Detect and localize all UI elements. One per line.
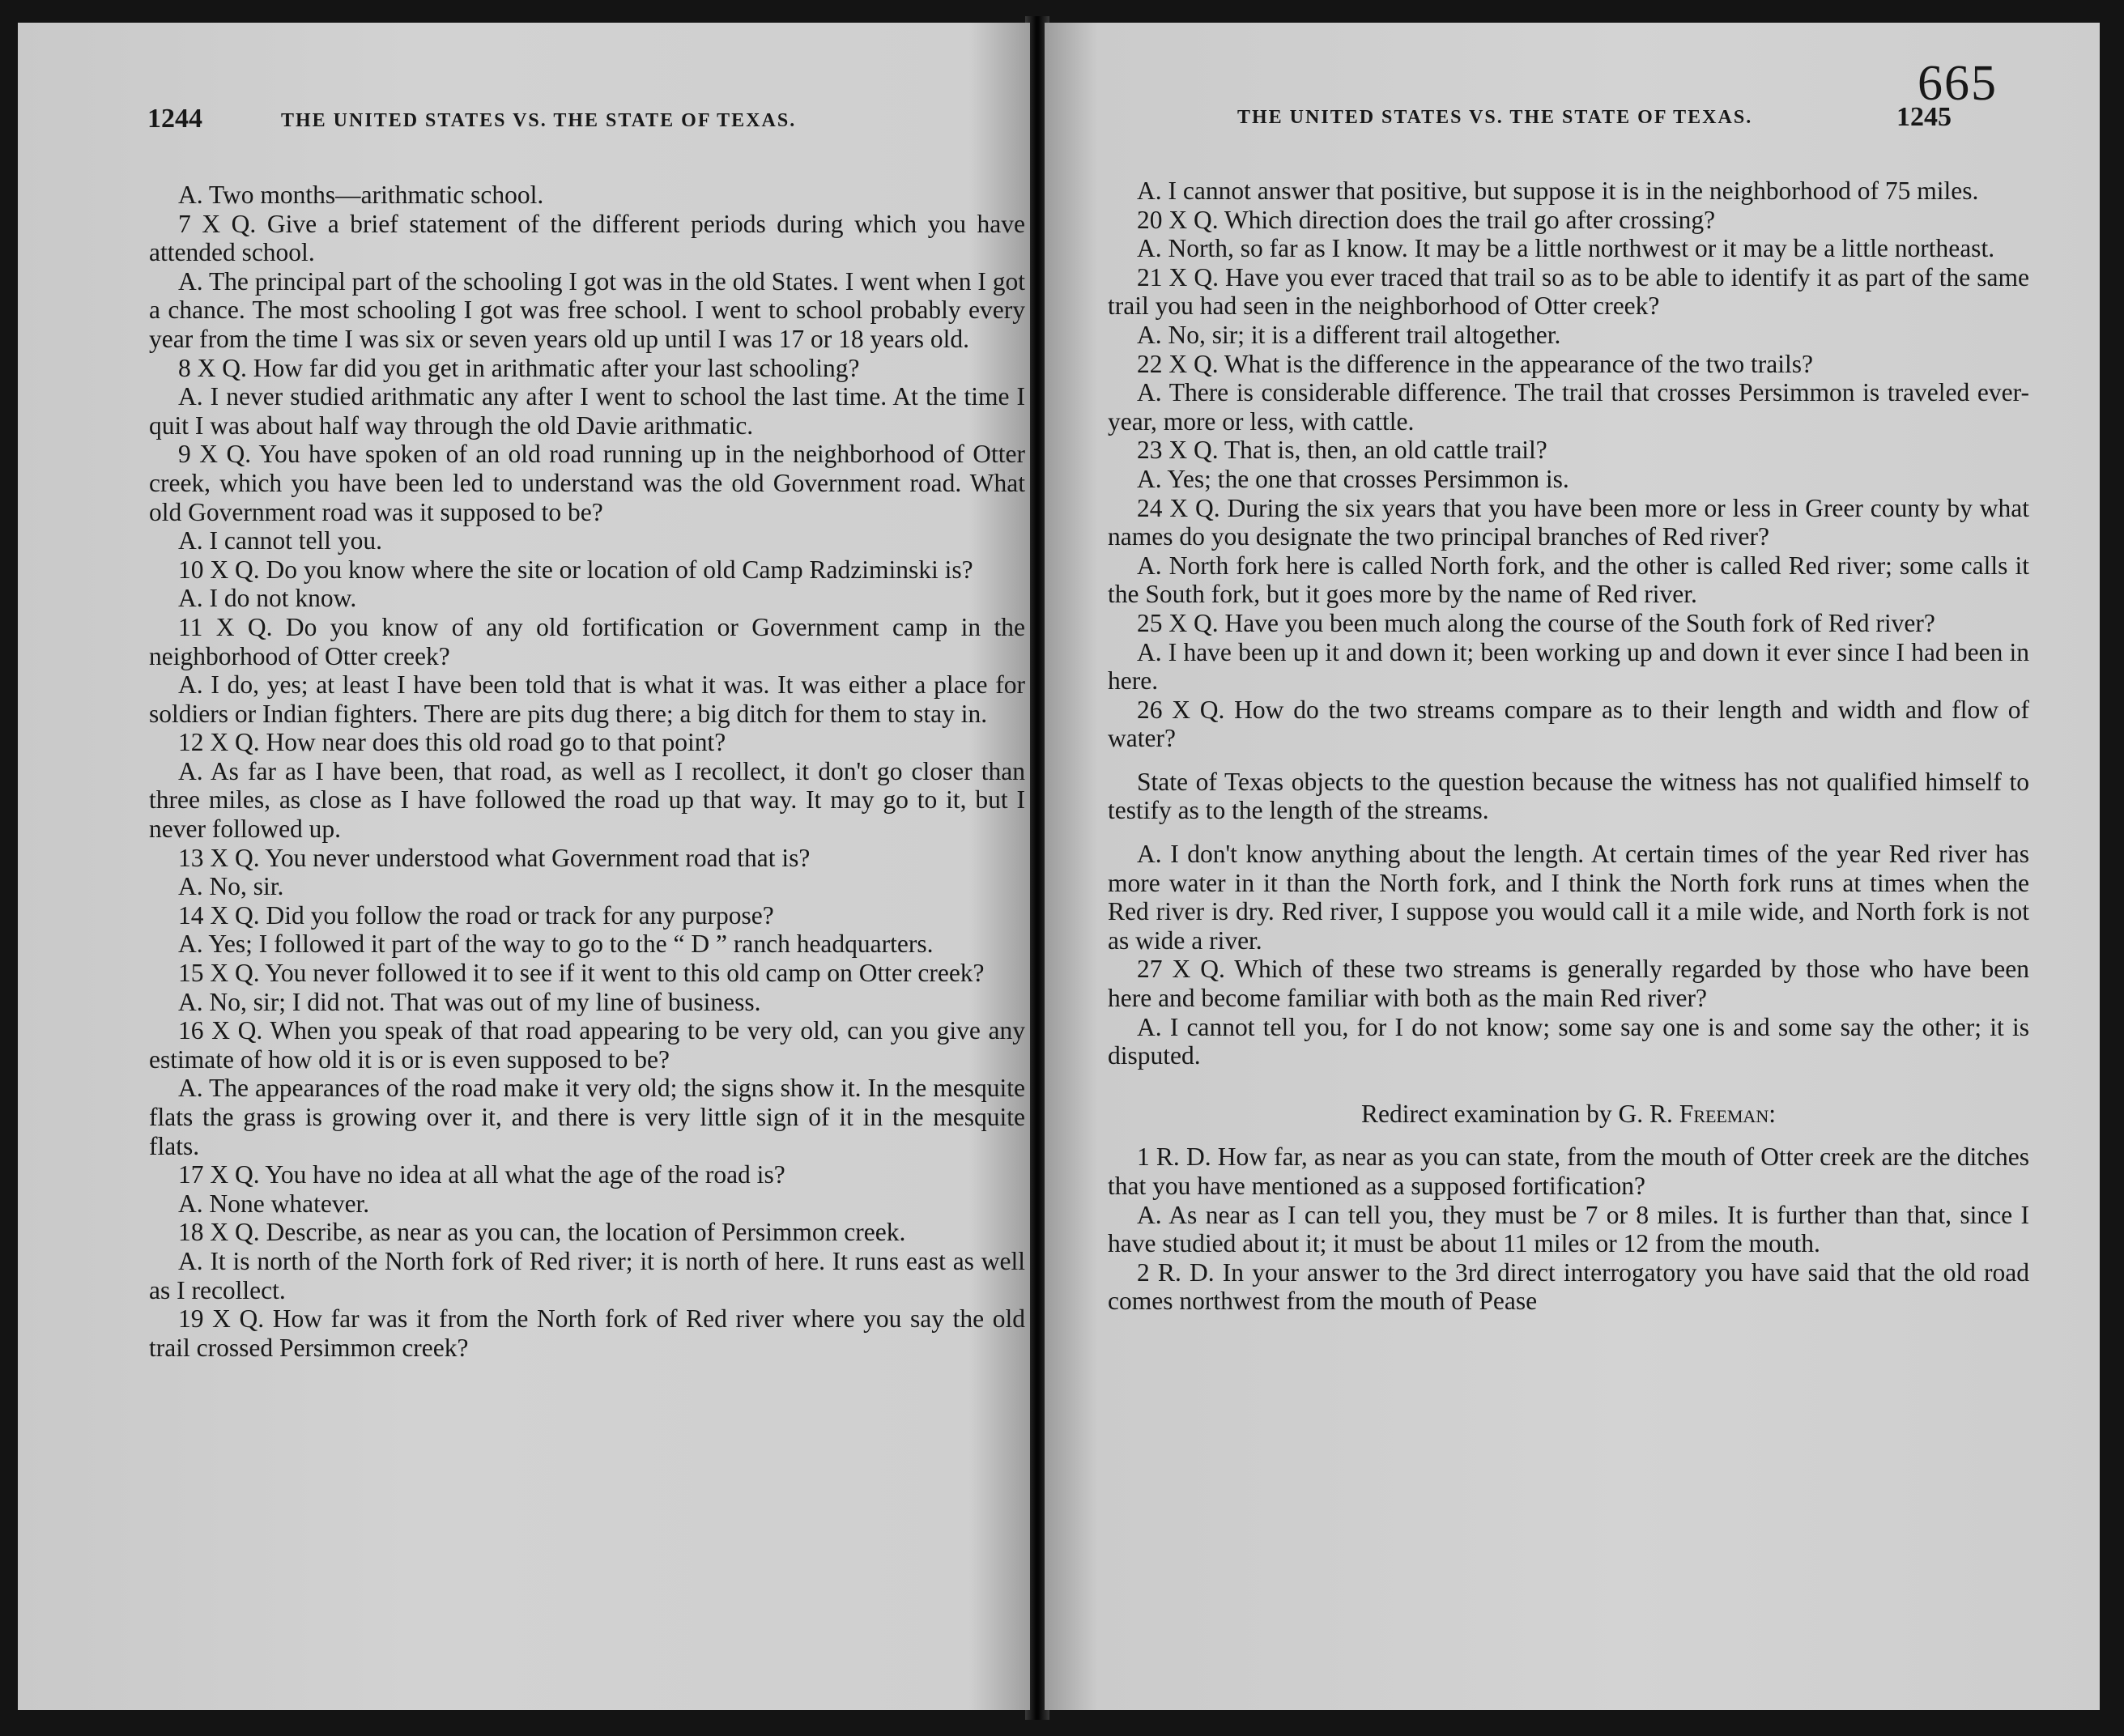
paragraph: A. As far as I have been, that road, as well as I recollect, it don't go closer than three miles, as close as I have followed the road up that way. It may go to it, but I never followed up. [149, 756, 1025, 844]
paragraph: A. None whatever. [178, 1189, 370, 1218]
paragraph: 26 X Q. How do the two streams compare as to their length and width and flow of water? [1108, 695, 2029, 753]
objection-paragraph: State of Texas objects to the question because the witness has not qualified himself to testify as to the length of the streams. [1108, 767, 2029, 825]
paragraph: 20 X Q. Which direction does the trail go after crossing? [1137, 205, 1716, 234]
paragraph: 18 X Q. Describe, as near as you can, the location of Persimmon creek. [178, 1218, 906, 1247]
paragraph: A. No, sir. [178, 872, 284, 901]
paragraph: A. The principal part of the schooling I got was in the old States. I went when I got a chance. The most schooling I got was free school. I went to school probably every year from the time I was six or seven years old up until I was 17 or 18 years old. [149, 266, 1025, 353]
paragraph: 25 X Q. Have you been much along the course of the South fork of Red river? [1137, 608, 1935, 637]
paragraph: A. The appearances of the road make it very old; the signs show it. In the mesquite flats the grass is growing over it, and there is very little sign of it in the mesquite flats. [149, 1074, 1025, 1160]
paragraph: A. North fork here is called North fork, and the other is called Red river; some calls it the South fork, but it goes more by the name of Red river. [1108, 551, 2029, 609]
redirect-heading [1108, 1100, 2029, 1129]
paragraph: A. I cannot tell you, for I do not know; some say one is and some say the other; it is disputed. [1108, 1012, 2029, 1070]
paragraph: A. I have been up it and down it; been working up and down it ever since I had been in here. [1108, 637, 2029, 696]
paragraph: 21 X Q. Have you ever traced that trail so as to be able to identify it as part of the same trail you had seen in the neighborhood of Otter creek? [1108, 262, 2029, 321]
paragraph: 8 X Q. How far did you get in arithmatic after your last schooling? [178, 353, 860, 382]
paragraph: 15 X Q. You never followed it to see if it went to this old camp on Otter creek? [178, 959, 985, 988]
right-page-body [1108, 177, 2029, 1316]
paragraph: 11 X Q. Do you know of any old fortification or Government camp in the neighborhood of Otter creek? [149, 612, 1025, 670]
paragraph: 22 X Q. What is the difference in the appearance of the two trails? [1137, 349, 1814, 378]
redirect-heading-suffix: : [1769, 1099, 1776, 1128]
paragraph: 23 X Q. That is, then, an old cattle trail? [1137, 436, 1547, 465]
paragraph: A. It is north of the North fork of Red river; it is north of here. It runs east as well as I recollect. [149, 1246, 1025, 1304]
paragraph: 1 R. D. How far, as near as you can state, from the mouth of Otter creek are the ditches that you have mentioned as a supposed fortification? [1108, 1142, 2029, 1200]
paragraph: A. I don't know anything about the length. At certain times of the year Red river has more water in it than the North fork, and I think the North fork runs at times when the Red river is dry. Red river, I suppose you would call it a mile wide, and North fork is not as wide a river. [1108, 840, 2029, 955]
paragraph: A. I do not know. [178, 584, 357, 613]
paragraph: 17 X Q. You have no idea at all what the age of the road is? [178, 1160, 785, 1189]
right-qa-block-2 [1108, 840, 2029, 1070]
paragraph: A. Yes; the one that crosses Persimmon is. [1137, 464, 1569, 493]
right-page-number: 1245 [1896, 102, 1952, 132]
paragraph: A. Yes; I followed it part of the way to go to the “ D ” ranch headquarters. [178, 930, 934, 959]
paragraph: 16 X Q. When you speak of that road appearing to be very old, can you give any estimate of how old it is or is even supposed to be? [149, 1016, 1025, 1074]
paragraph: A. I never studied arithmatic any after I went to school the last time. At the time I quit I was about half way through the old Davie arithmatic. [149, 382, 1025, 440]
paragraph: A. I cannot answer that positive, but suppose it is in the neighborhood of 75 miles. [1137, 177, 1979, 205]
right-qa-block-1 [1108, 177, 2029, 753]
left-page-body [149, 181, 1025, 1362]
paragraph: 7 X Q. Give a brief statement of the different periods during which you have attended school. [149, 209, 1025, 267]
paragraph: A. I do, yes; at least I have been told that is what it was. It was either a place for soldiers or Indian fighters. There are pits dug there; a big ditch for them to stay in. [149, 670, 1025, 728]
paragraph: 14 X Q. Did you follow the road or track for any purpose? [178, 900, 774, 930]
left-page [18, 23, 1030, 1710]
paragraph: A. No, sir; it is a different trail altogether. [1137, 320, 1561, 349]
paragraph: A. As near as I can tell you, they must be 7 or 8 miles. It is further than that, since I have studied about it; it must be about 11 miles or 12 from the mouth. [1108, 1200, 2029, 1258]
left-running-header: THE UNITED STATES VS. THE STATE OF TEXAS. [281, 110, 797, 131]
paragraph: A. There is considerable difference. The trail that crosses Persimmon is traveled ever- year, more or less, with cattle. [1108, 378, 2029, 436]
paragraph: 10 X Q. Do you know where the site or location of old Camp Radziminski is? [178, 555, 973, 584]
paragraph: 12 X Q. How near does this old road go to that point? [178, 728, 726, 757]
paragraph: A. North, so far as I know. It may be a little northwest or it may be a little northeast. [1137, 234, 1995, 263]
paragraph: 9 X Q. You have spoken of an old road running up in the neighborhood of Otter creek, which you have been led to understand was the old Government road. What old Government road was it supposed to be? [149, 440, 1025, 526]
paragraph: A. Two months—arithmatic school. [178, 181, 544, 209]
right-page [1045, 23, 2100, 1710]
paragraph: A. No, sir; I did not. That was out of my line of business. [178, 987, 761, 1016]
paragraph: A. I cannot tell you. [178, 526, 382, 555]
paragraph: 27 X Q. Which of these two streams is generally regarded by those who have been here and become familiar with both as the main Red river? [1108, 955, 2029, 1013]
right-qa-block-3 [1108, 1142, 2029, 1316]
redirect-heading-name: Freeman [1679, 1099, 1769, 1128]
paragraph: 19 X Q. How far was it from the North fork of Red river where you say the old trail crossed Persimmon creek? [149, 1304, 1025, 1362]
paragraph: 2 R. D. In your answer to the 3rd direct interrogatory you have said that the old road comes northwest from the mouth of Pease [1108, 1257, 2029, 1316]
right-running-header: THE UNITED STATES VS. THE STATE OF TEXAS. [1237, 107, 1753, 128]
left-page-number: 1244 [147, 104, 202, 134]
stamp-number: 665 [1918, 56, 1998, 111]
redirect-heading-prefix: Redirect examination by G. R. [1361, 1099, 1673, 1128]
paragraph: 24 X Q. During the six years that you have been more or less in Greer county by what names do you designate the two principal branches of Red river? [1108, 493, 2029, 551]
paragraph: 13 X Q. You never understood what Government road that is? [178, 843, 811, 872]
